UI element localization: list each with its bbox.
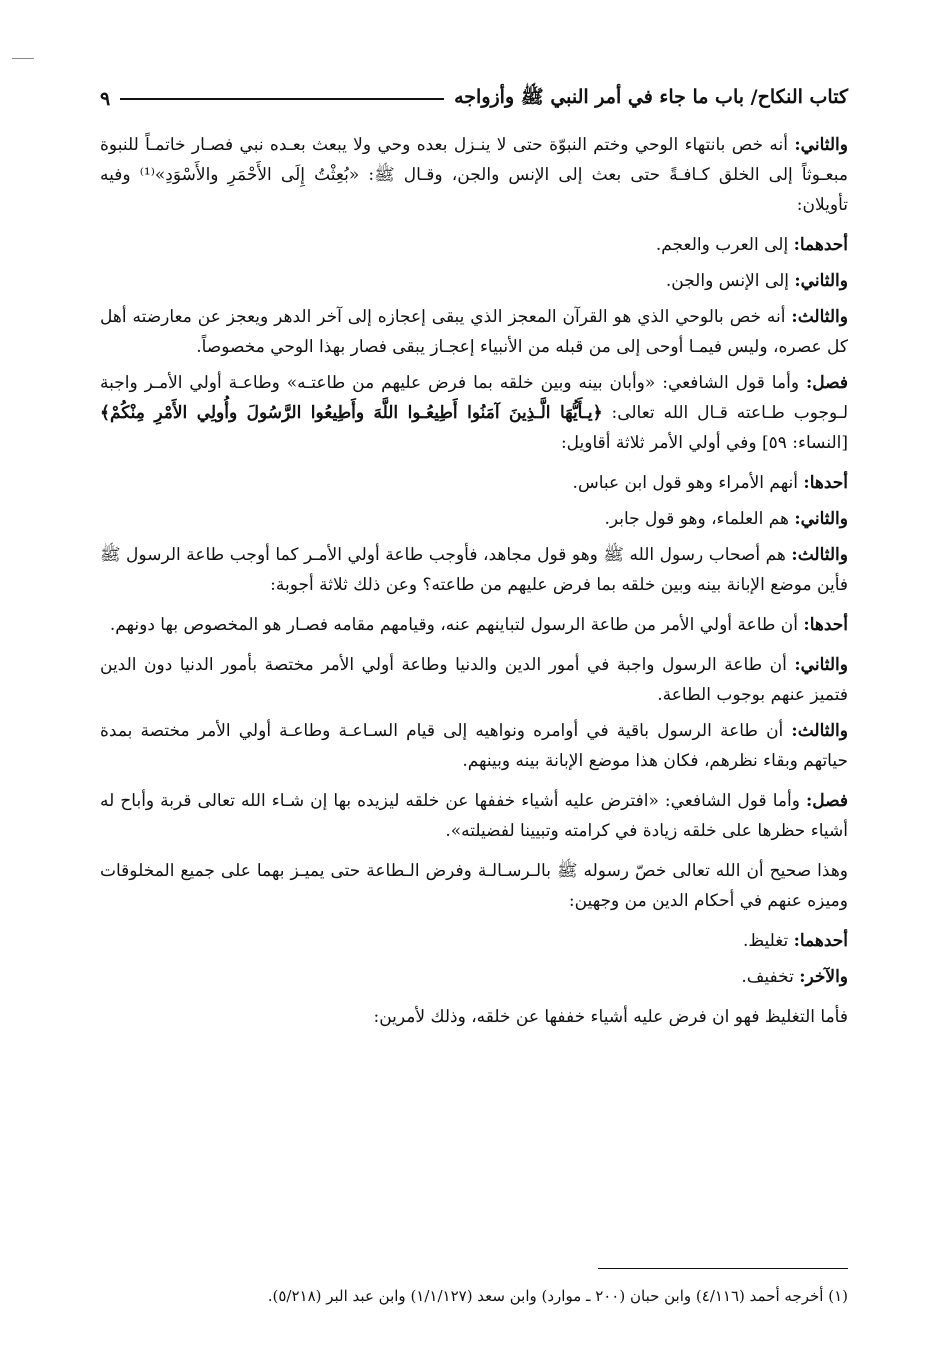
paragraph xyxy=(100,130,848,220)
paragraph-text: تغليظ. xyxy=(742,931,794,951)
paragraph-lead: أحدهما: xyxy=(793,931,848,951)
paragraph-text: إلى الإنس والجن. xyxy=(665,271,795,291)
paragraph-lead: والثاني: xyxy=(794,271,848,291)
paragraph xyxy=(100,716,848,776)
paragraph-text: أنه خص بالوحي الذي هو القرآن المعجز الذي يبقى إعجازه إلى آخر الدهر ويعجز عن معارضته أهل كل عصره، وليس فيمـا أوحى إلى من قبله من الأنبياء إعجـاز يبقى فصار بهذا الوحي مخصوصاً. xyxy=(100,307,848,357)
paragraph xyxy=(100,926,848,956)
paragraph xyxy=(100,504,848,534)
paragraph-text: أنه خص بانتهاء الوحي وختم النبوّة حتى لا ينـزل بعده وحي ولا يبعث بعـده نبي فصـار خاتمـاً للنبوة مبعـوثاً إلى الخلق كـافـةً حتى بعث إلى الإنس والجن، وقـال ﷺ: «بُعِثْتُ إِلَى الأَحْمَرِ والأَسْوَدِ»⁽¹⁾ وفيه تأويلان: xyxy=(100,135,848,215)
paragraph-text: تخفيف. xyxy=(741,967,800,987)
paragraph xyxy=(100,230,848,260)
paragraph-text: وأما قول الشافعي: «وأبان بينه وبين خلقه بما فرض عليهم من طاعتـه» وطاعـة أولي الأمـر واجبة لـوجوب طـاعته قـال الله تعالى: xyxy=(100,373,848,423)
quran-verse: ﴿يـأَيُّهَا الَّـذِينَ آمَنُوا أَطِيعُـوا اللَّهَ وأَطِيعُوا الرَّسُولَ وأُولِي الأَمْرِ مِنْكُمْ﴾ xyxy=(100,403,603,423)
footnote-rule xyxy=(598,1268,848,1269)
paragraph xyxy=(100,786,848,846)
paragraph-text: هم العلماء، وهو قول جابر. xyxy=(604,509,795,529)
paragraph-text: أنهم الأمراء وهو قول ابن عباس. xyxy=(572,473,804,493)
page-number: ٩ xyxy=(100,88,111,110)
header-rule xyxy=(120,98,444,100)
paragraph-lead: والثالث: xyxy=(791,721,848,741)
paragraph xyxy=(100,610,848,640)
paragraph-lead: والثالث: xyxy=(791,545,848,565)
paragraph-text: وهذا صحيح أن الله تعالى خصّ رسوله ﷺ بالـرسـالـة وفرض الـطاعة حتى يميـز بهما على جميع المخلوقات وميزه عنهم في أحكام الدين من وجهين: xyxy=(100,861,848,911)
chapter-title: كتاب النكاح/ باب ما جاء في أمر النبي ﷺ وأزواجه xyxy=(454,86,848,108)
paragraph-text: إلى العرب والعجم. xyxy=(655,235,794,255)
running-header xyxy=(100,84,848,114)
paragraph xyxy=(100,368,848,458)
paragraph-lead: والآخر: xyxy=(799,967,848,987)
paragraph xyxy=(100,302,848,362)
footnote: (١) أخرجه أحمد (٤/١١٦) وابن حبان (٢٠٠ ـ موارد) وابن سعد (١/١/١٢٧) وابن عبد البر (٥/٢١٨). xyxy=(267,1287,848,1305)
paragraph-lead: أحدها: xyxy=(803,615,848,635)
paragraph xyxy=(100,962,848,992)
paragraph xyxy=(100,650,848,710)
paragraph-lead: فصل: xyxy=(805,373,848,393)
paragraph-lead: فصل: xyxy=(805,791,848,811)
paragraph xyxy=(100,856,848,916)
paragraph-text: أن طاعة أولي الأمر من طاعة الرسول لتباينهم عنه، وقيامهم مقامه فصـار هو المخصوص بها دونهم. xyxy=(109,615,804,635)
paragraph-lead: والثاني: xyxy=(794,135,848,155)
paragraph xyxy=(100,468,848,498)
paragraph-text-after: [النساء: ٥٩] وفي أولي الأمر ثلاثة أقاويل: xyxy=(560,433,848,453)
paragraph-text: أن طاعة الرسول باقية في أوامره ونواهيه إلى قيام السـاعـة وطاعـة أولي الأمر مختصة بمدة حياتهم وبقاء نظرهم، فكان هذا موضع الإبانة بينه وبينهم. xyxy=(100,721,848,771)
paragraph xyxy=(100,266,848,296)
paragraph-text: هم أصحاب رسول الله ﷺ وهو قول مجاهد، فأوجب طاعة أولي الأمـر كما أوجب طاعة الرسول ﷺ فأين موضع الإبانة بينه وبين خلقه بما فرض عليهم من طاعته؟ وعن ذلك ثلاثة أجوبة: xyxy=(100,545,848,595)
paragraph-lead: أحدها: xyxy=(803,473,848,493)
paragraph xyxy=(100,1002,848,1032)
paragraph-text: أن طاعة الرسول واجبة في أمور الدين والدنيا وطاعة أولي الأمر مختصة بأمور الدنيا دون الدين فتميز عنهم بوجوب الطاعة. xyxy=(100,655,848,705)
paragraph xyxy=(100,540,848,600)
paragraph-text: وأما قول الشافعي: «افترض عليه أشياء خففها عن خلقه ليزيده بها إن شـاء الله تعالى قربة وأباح له أشياء حظرها على خلقه زيادة في كرامته وتبيينا لفضيلته». xyxy=(100,791,848,841)
paragraph-lead: والثاني: xyxy=(794,655,848,675)
scan-mark xyxy=(12,58,34,59)
paragraph-lead: والثالث: xyxy=(791,307,848,327)
paragraph-lead: أحدهما: xyxy=(793,235,848,255)
paragraph-lead: والثاني: xyxy=(794,509,848,529)
paragraph-text: فأما التغليظ فهو ان فرض عليه أشياء خففها عن خلقه، وذلك لأمرين: xyxy=(373,1007,848,1027)
body-text xyxy=(100,130,848,1038)
